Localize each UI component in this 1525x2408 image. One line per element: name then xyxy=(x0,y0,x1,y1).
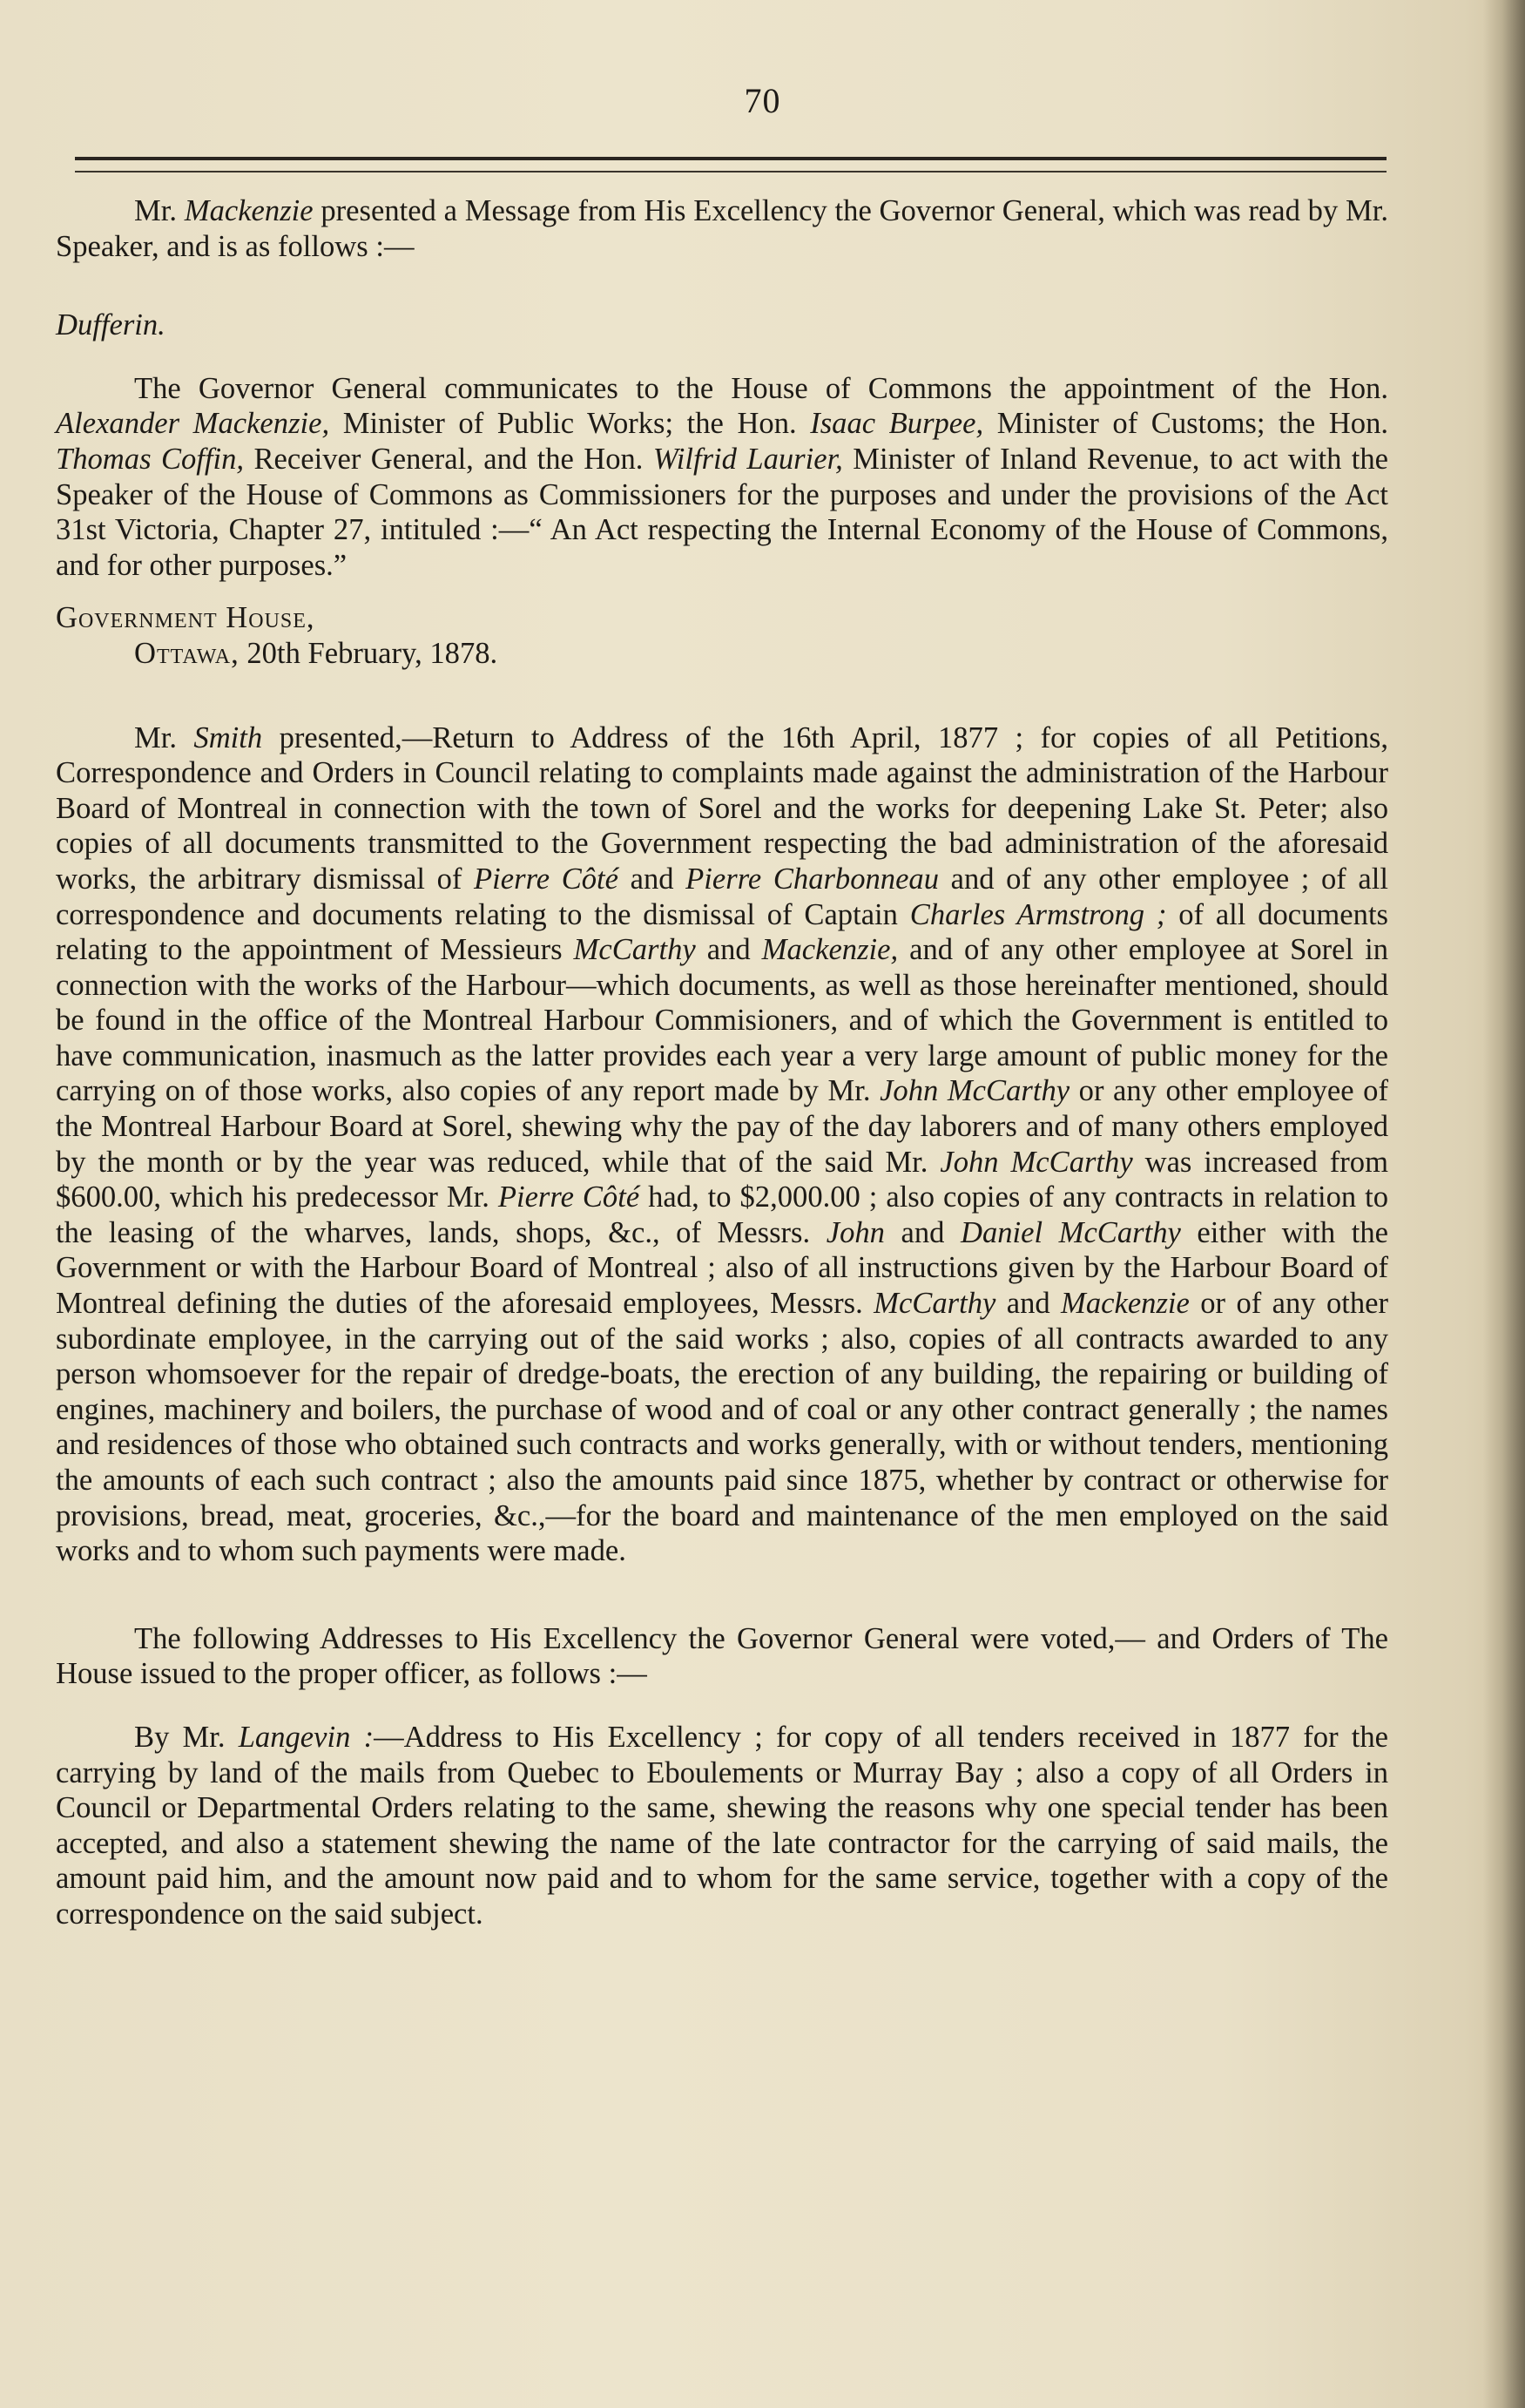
person-name: Smith xyxy=(193,720,263,754)
person-name: Alexander Mackenzie, xyxy=(56,407,330,441)
paragraph-addresses-voted: The following Addresses to His Excellency the Governor General were voted,— and Orders of The House issued to the proper officer, as follows :— xyxy=(56,1621,1388,1691)
paragraph-return-address: Mr. Smith presented,—Return to Address of the 16th April, 1877 ; for copies of all Petitions, Correspondence and Orders in Council relating to complaints made against the administration of the Harbour Board of Montreal in connection with the town of Sorel and the works for deepening Lake St. Peter; also copies of all documents transmitted to the Government respecting the bad administration of the aforesaid works, the arbitrary dismissal of Pierre Côté and Pierre Charbonneau and of any other employee ; of all correspondence and documents relating to the dismissal of Captain Charles Armstrong ; of all documents relating to the appointment of Messieurs McCarthy and Mackenzie, and of any other employee at Sorel in connection with the works of the Harbour—which documents, as well as those hereinafter mentioned, should be found in the office of the Montreal Harbour Commisioners, and of which the Government is entitled to have communication, inasmuch as the latter provides each year a very large amount of public money for the carrying on of those works, also copies of any report made by Mr. John McCarthy or any other employee of the Montreal Harbour Board at Sorel, shewing why the pay of the day laborers and of many others employed by the month or by the year was reduced, while that of the said Mr. John McCarthy was increased from $600.00, which his predecessor Mr. Pierre Côté had, to $2,000.00 ; also copies of any contracts in relation to the leasing of the wharves, lands, shops, &c., of Messrs. John and Daniel McCarthy either with the Government or with the Harbour Board of Montreal ; also of all instructions given by the Harbour Board of Montreal defining the duties of the aforesaid employees, Messrs. McCarthy and Mackenzie or of any other subordinate employee, in the carrying out of the said works ; also, copies of all contracts awarded to any person whomsoever for the repair of dredge-boats, the erection of any building, the repairing or building of engines, machinery and boilers, the purchase of wood and of coal or any other contract generally ; the names and residences of those who obtained such contracts and works generally, with or without tenders, mentioning the amounts of each such contract ; also the amounts paid since 1875, whether by contract or otherwise for provisions, bread, meat, groceries, &c.,—for the board and maintenance of the men employed on the said works and to whom such payments were made. xyxy=(56,720,1389,1568)
page-body xyxy=(56,193,1388,1932)
place-date-line xyxy=(56,636,1388,672)
person-name: John xyxy=(826,1215,885,1249)
person-name: Mackenzie xyxy=(184,194,314,227)
paragraph-langevin-address: By Mr. Langevin :—Address to His Excellency ; for copy of all tenders received in 1877 for the carrying by land of the mails from Quebec to Eboulements or Murray Bay ; also a copy of all Orders in Council or Departmental Orders relating to the same, shewing the reasons why one special tender has been accepted, and also a statement shewing the name of the late contractor for the carrying of said mails, the amount paid him, and the amount now paid and to whom for the same service, together with a copy of the correspondence on the said subject. xyxy=(56,1720,1389,1931)
government-house-line: Government House, xyxy=(56,601,315,635)
person-name: Pierre Côté xyxy=(474,862,619,896)
person-name: Charles Armstrong ; xyxy=(909,897,1167,931)
header-rule-thin xyxy=(75,171,1387,172)
person-name: John McCarthy xyxy=(940,1145,1133,1179)
person-name: Langevin : xyxy=(238,1720,375,1754)
date-text: 20th February, 1878. xyxy=(239,636,498,670)
person-name: Mackenzie, xyxy=(761,933,899,967)
page-number: 70 xyxy=(744,81,781,120)
person-name: Pierre Charbonneau xyxy=(685,862,940,896)
person-name: Thomas Coffin, xyxy=(56,442,245,476)
place-name: Ottawa, xyxy=(134,636,240,670)
signature-dufferin: Dufferin. xyxy=(56,308,165,342)
person-name: Daniel McCarthy xyxy=(960,1215,1181,1249)
person-name: Wilfrid Laurier, xyxy=(652,442,843,476)
person-name: Isaac Burpee, xyxy=(810,407,984,441)
person-name: Mackenzie xyxy=(1061,1287,1190,1321)
page-edge-shadow xyxy=(1483,0,1525,2408)
header-rule-thick xyxy=(75,157,1387,160)
person-name: Pierre Côté xyxy=(497,1180,640,1214)
paragraph-commissioners: The Governor General communicates to the House of Commons the appointment of the Hon. Alexander Mackenzie, Minister of Public Works; the Hon. Isaac Burpee, Minister of Customs; the Hon. Thomas Coffin, Receiver General, and the Hon. Wilfrid Laurier, Minister of Inland Revenue, to act with the Speaker of the House of Commons as Commissioners for the purposes and under the provisions of the Act 31st Victoria, Chapter 27, intituled :—“ An Act respecting the Internal Economy of the House of Commons, and for other purposes.” xyxy=(56,371,1389,582)
person-name: McCarthy xyxy=(573,933,696,967)
person-name: John McCarthy xyxy=(880,1074,1070,1108)
paragraph-message: Mr. Mackenzie presented a Message from His Excellency the Governor General, which was read by Mr. Speaker, and is as follows :— xyxy=(56,194,1388,263)
person-name: McCarthy xyxy=(874,1287,996,1321)
